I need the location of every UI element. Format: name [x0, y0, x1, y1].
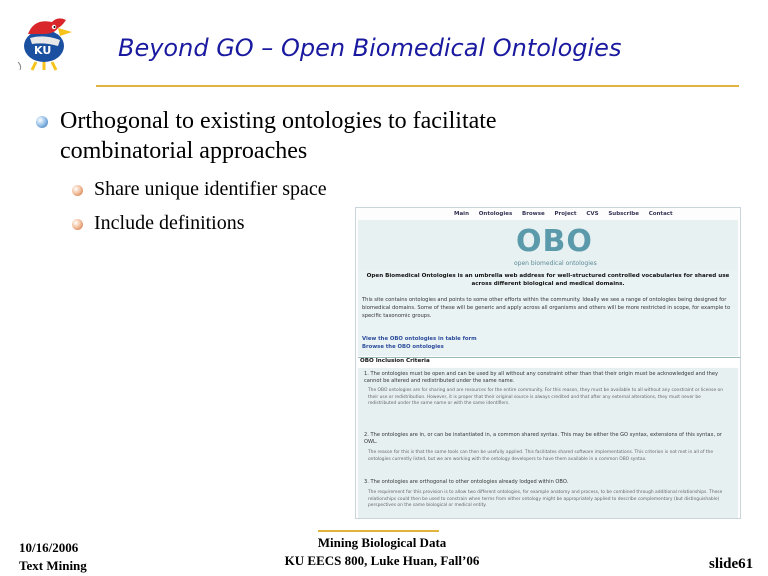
obo-logo: OBO [516, 224, 593, 259]
obo-nav-item: Browse [522, 211, 545, 217]
bullet-icon [36, 116, 48, 128]
obo-criterion-note: The reason for this is that the same tools can then be usefully applied. This facilitates shared software implementations. This criterion is not met in all of the ontologies currently listed, but we are working with the ontology developers to have them available in a common OBO syntax. [368, 450, 714, 462]
obo-nav-item: Contact [648, 211, 673, 217]
obo-nav-item: Subscribe [608, 211, 639, 217]
sub-bullet-icon [72, 185, 83, 196]
obo-criterion-note: The requirement for this provision is to allow two different ontologies, for example anatomy and process, to be combined through additional relationships. These relationships could then be used to constrain when terms from either ontology might be appropriately applied to describe complementary (but distinguishable) perspectives on the same biological or medical entity. [368, 490, 723, 508]
svg-text:KU: KU [34, 44, 52, 57]
slide-title: Beyond GO – Open Biomedical Ontologies [118, 34, 622, 62]
footer-course: Text Mining [19, 558, 87, 573]
footer-date: 10/16/2006 [19, 540, 79, 555]
sub-bullet-text: Include definitions [94, 212, 245, 234]
obo-logo-subtitle: open biomedical ontologies [514, 260, 597, 267]
obo-browse-link: Browse the OBO ontologies [362, 344, 444, 350]
ku-jayhawk-logo [14, 12, 80, 72]
obo-table-link: View the OBO ontologies in table form [362, 336, 477, 342]
sub-bullet-icon [72, 219, 83, 230]
footer-course-info: KU EECS 800, Luke Huan, Fall’06 [284, 553, 480, 568]
obo-intro-text: This site contains ontologies and points to some other efforts within the community. Ideally we see a range of ontologies being designed for biomedical domains. Some of these will be generic and apply across all organisms and others will be more restricted in scope, for example to specific taxonomic groups. [362, 297, 731, 319]
obo-nav-item: CVS [586, 211, 599, 217]
obo-criterion-note: The OBO ontologies are for sharing and are resources for the entire community. For this reason, they must be available to all without any constraint or license on their use or redistribution. However, it is proper that their original source is always credited and that after any external alterations, they must never be redistributed under the same name or with the same identifiers. [368, 388, 724, 406]
slide-number: slide61 [709, 556, 754, 572]
obo-criteria-heading: OBO Inclusion Criteria [358, 357, 740, 367]
obo-criterion: 3. The ontologies are orthogonal to other ontologies already lodged within OBO. [364, 479, 569, 485]
obo-nav-bar [454, 211, 681, 217]
obo-banner [358, 220, 738, 270]
obo-intro-section [358, 270, 738, 356]
title-underline [96, 85, 739, 87]
obo-nav-item: Main [454, 211, 469, 217]
obo-criterion: 2. The ontologies are in, or can be instantiated in, a common shared syntax. This may be either the GO syntax, extensions of this syntax, or OWL. [364, 432, 722, 445]
obo-website-screenshot [355, 207, 741, 519]
sub-bullet-text: Share unique identifier space [94, 178, 327, 200]
bullet-text: Orthogonal to existing ontologies to facilitate combinatorial approaches [60, 108, 497, 164]
obo-criteria-list [358, 368, 738, 518]
footer-rule [318, 530, 439, 532]
obo-nav-item: Project [554, 211, 577, 217]
obo-nav-item: Ontologies [478, 211, 513, 217]
footer-topic: Mining Biological Data [317, 535, 447, 550]
obo-criterion: 1. The ontologies must be open and can be used by all without any constraint other than that their origin must be acknowledged and they cannot be altered and redistributed under the same name. [364, 371, 719, 384]
obo-intro-heading: Open Biomedical Ontologies is an umbrella web address for well-structured controlled vocabularies for shared use across different biological and medical domains. [366, 273, 730, 287]
